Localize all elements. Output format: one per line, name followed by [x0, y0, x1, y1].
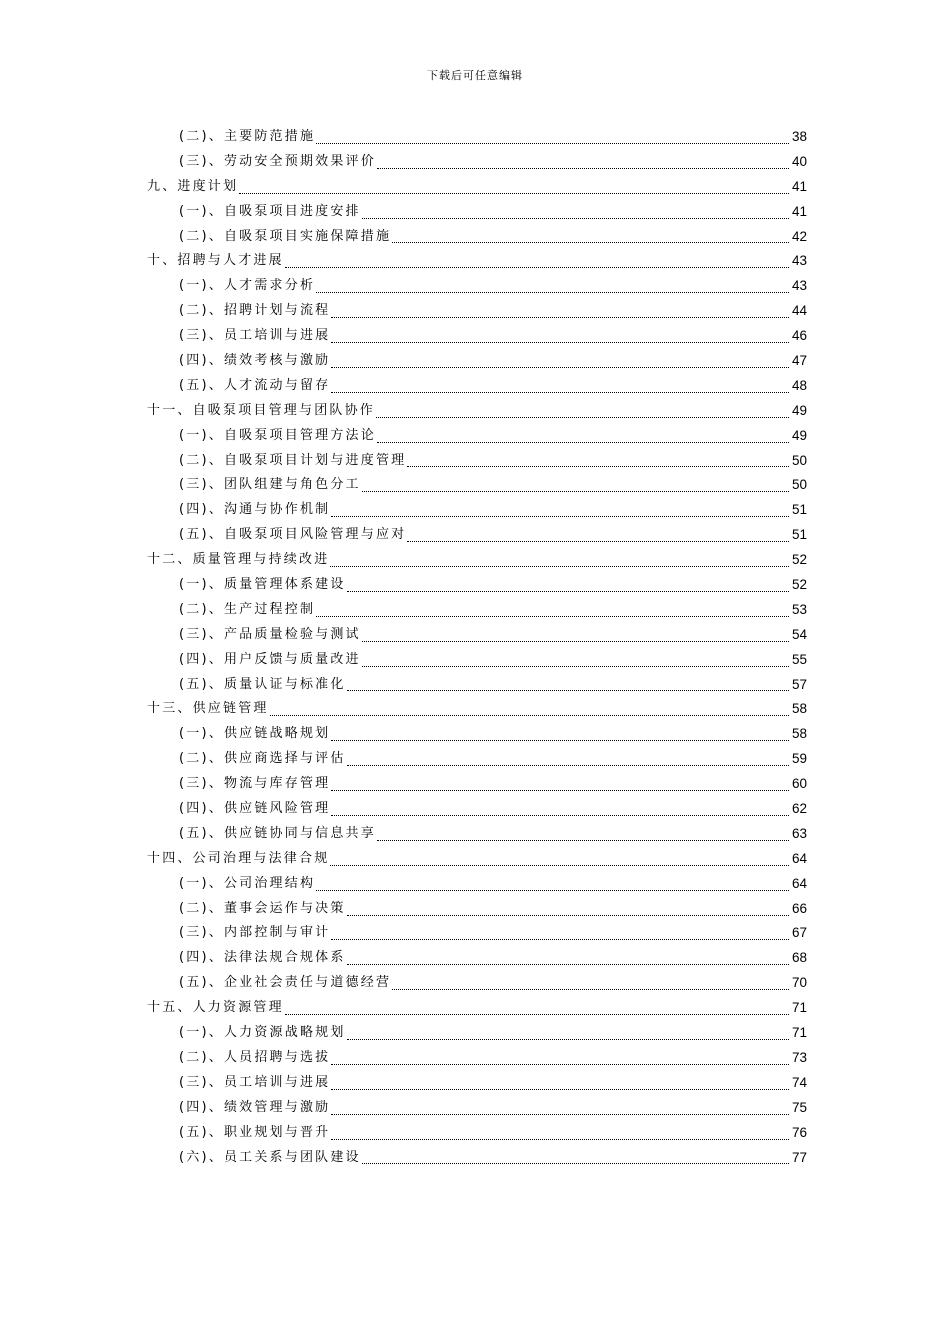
toc-entry-title: (四)、供应链风险管理 — [179, 801, 331, 817]
toc-section-entry[interactable] — [147, 424, 807, 449]
toc-entry-title: 十四、公司治理与法律合规 — [147, 850, 330, 866]
toc-section-entry[interactable] — [147, 648, 807, 673]
toc-section-entry[interactable] — [147, 1096, 807, 1121]
toc-entry-title: (四)、绩效考核与激励 — [179, 353, 331, 368]
toc-section-entry[interactable] — [147, 872, 807, 897]
toc-dot-leader — [392, 225, 789, 250]
toc-section-entry[interactable] — [147, 598, 807, 623]
toc-section-entry[interactable] — [147, 897, 807, 922]
toc-entry-title: 十三、供应链管理 — [147, 701, 269, 717]
toc-page-number: 43 — [791, 253, 807, 269]
toc-entry-title: (五)、质量认证与标准化 — [179, 676, 346, 692]
toc-page-number: 64 — [791, 875, 807, 891]
toc-chapter-entry[interactable] — [147, 548, 807, 573]
toc-page-number: 73 — [791, 1049, 807, 1065]
toc-section-entry[interactable] — [147, 1071, 807, 1096]
toc-page-number: 42 — [791, 228, 807, 244]
toc-dot-leader — [316, 274, 789, 299]
toc-section-entry[interactable] — [147, 1046, 807, 1071]
toc-chapter-entry[interactable] — [147, 697, 807, 722]
toc-dot-leader — [285, 249, 789, 274]
toc-entry-title: (四)、绩效管理与激励 — [179, 1099, 331, 1115]
toc-page-number: 68 — [791, 950, 807, 966]
toc-section-entry[interactable] — [147, 922, 807, 947]
toc-page-number: 58 — [791, 701, 807, 717]
toc-section-entry[interactable] — [147, 673, 807, 698]
toc-chapter-entry[interactable] — [147, 249, 807, 274]
table-of-contents — [147, 125, 807, 1170]
toc-dot-leader — [376, 399, 789, 424]
toc-page-number: 62 — [791, 801, 807, 817]
toc-dot-leader — [331, 1046, 789, 1071]
toc-dot-leader — [239, 175, 789, 200]
toc-entry-title: (二)、供应商选择与评估 — [179, 751, 346, 767]
toc-page-number: 46 — [791, 328, 807, 344]
toc-section-entry[interactable] — [147, 1121, 807, 1146]
toc-dot-leader — [362, 623, 789, 648]
toc-page-number: 41 — [791, 178, 807, 194]
toc-dot-leader — [331, 349, 789, 374]
toc-dot-leader — [331, 1096, 789, 1121]
toc-page-number: 52 — [791, 552, 807, 568]
toc-page-number: 51 — [791, 502, 807, 518]
toc-section-entry[interactable] — [147, 449, 807, 474]
toc-dot-leader — [377, 150, 789, 175]
toc-entry-title: (三)、员工培训与进展 — [179, 1074, 331, 1090]
toc-page-number: 50 — [791, 452, 807, 468]
toc-entry-title: (五)、企业社会责任与道德经营 — [179, 975, 392, 991]
toc-page-number: 70 — [791, 975, 807, 991]
toc-dot-leader — [377, 424, 789, 449]
toc-page-number: 40 — [791, 153, 807, 169]
toc-entry-title: (三)、产品质量检验与测试 — [179, 626, 361, 642]
toc-section-entry[interactable] — [147, 623, 807, 648]
toc-entry-title: (三)、团队组建与角色分工 — [179, 477, 361, 493]
toc-entry-title: (二)、主要防范措施 — [179, 128, 316, 144]
toc-dot-leader — [347, 1021, 789, 1046]
toc-entry-title: (二)、董事会运作与决策 — [179, 900, 346, 916]
toc-entry-title: (二)、生产过程控制 — [179, 601, 316, 617]
toc-section-entry[interactable] — [147, 225, 807, 250]
toc-section-entry[interactable] — [147, 324, 807, 349]
toc-page-number: 44 — [791, 303, 807, 319]
toc-entry-title: (六)、员工关系与团队建设 — [179, 1149, 361, 1165]
toc-page-number: 66 — [791, 900, 807, 916]
toc-entry-title: (五)、供应链协同与信息共享 — [179, 825, 376, 841]
toc-entry-title: (五)、职业规划与晋升 — [179, 1124, 331, 1140]
toc-page-number: 59 — [791, 751, 807, 767]
toc-dot-leader — [347, 673, 789, 698]
toc-page-number: 41 — [791, 203, 807, 219]
toc-dot-leader — [362, 1146, 789, 1171]
toc-entry-title: 九、进度计划 — [147, 178, 239, 194]
toc-dot-leader — [347, 747, 789, 772]
toc-entry-title: (一)、质量管理体系建设 — [179, 577, 346, 593]
toc-dot-leader — [331, 722, 789, 747]
toc-chapter-entry[interactable] — [147, 996, 807, 1021]
toc-entry-title: 十二、质量管理与持续改进 — [147, 552, 330, 568]
toc-entry-title: (三)、员工培训与进展 — [179, 328, 331, 344]
toc-entry-title: (一)、人力资源战略规划 — [179, 1025, 346, 1041]
toc-page-number: 60 — [791, 776, 807, 792]
toc-dot-leader — [331, 1071, 789, 1096]
toc-page-number: 63 — [791, 825, 807, 841]
toc-section-entry[interactable] — [147, 1021, 807, 1046]
toc-page-number: 47 — [791, 353, 807, 368]
toc-section-entry[interactable] — [147, 1146, 807, 1171]
toc-page-number: 48 — [791, 377, 807, 393]
toc-page-number: 52 — [791, 577, 807, 593]
toc-section-entry[interactable] — [147, 573, 807, 598]
toc-page-number: 54 — [791, 626, 807, 642]
toc-dot-leader — [331, 374, 789, 399]
toc-entry-title: (三)、内部控制与审计 — [179, 925, 331, 941]
toc-page-number: 50 — [791, 477, 807, 493]
toc-section-entry[interactable] — [147, 772, 807, 797]
toc-dot-leader — [392, 971, 789, 996]
toc-dot-leader — [316, 598, 789, 623]
toc-dot-leader — [362, 473, 789, 498]
toc-page-number: 53 — [791, 601, 807, 617]
toc-page-number: 38 — [791, 128, 807, 144]
toc-dot-leader — [362, 648, 789, 673]
toc-page-number: 51 — [791, 527, 807, 543]
toc-entry-title: (四)、沟通与协作机制 — [179, 502, 331, 518]
toc-dot-leader — [331, 1121, 789, 1146]
toc-entry-title: (二)、自吸泵项目计划与进度管理 — [179, 452, 407, 468]
toc-entry-title: (五)、自吸泵项目风险管理与应对 — [179, 527, 407, 543]
toc-section-entry[interactable] — [147, 274, 807, 299]
toc-dot-leader — [330, 548, 789, 573]
toc-dot-leader — [362, 200, 789, 225]
toc-page-number: 58 — [791, 726, 807, 742]
toc-page-number: 55 — [791, 651, 807, 667]
toc-entry-title: (一)、公司治理结构 — [179, 875, 316, 891]
toc-entry-title: (二)、招聘计划与流程 — [179, 303, 331, 319]
toc-page-number: 75 — [791, 1099, 807, 1115]
toc-dot-leader — [316, 872, 789, 897]
toc-section-entry[interactable] — [147, 200, 807, 225]
toc-chapter-entry[interactable] — [147, 399, 807, 424]
toc-entry-title: (二)、自吸泵项目实施保障措施 — [179, 228, 392, 244]
toc-chapter-entry[interactable] — [147, 847, 807, 872]
toc-section-entry[interactable] — [147, 523, 807, 548]
toc-dot-leader — [347, 897, 789, 922]
toc-dot-leader — [331, 922, 789, 947]
toc-entry-title: (一)、自吸泵项目管理方法论 — [179, 427, 376, 443]
toc-page-number: 43 — [791, 278, 807, 294]
toc-page-number: 76 — [791, 1124, 807, 1140]
toc-dot-leader — [347, 946, 789, 971]
toc-section-entry[interactable] — [147, 473, 807, 498]
toc-section-entry[interactable] — [147, 822, 807, 847]
toc-section-entry[interactable] — [147, 797, 807, 822]
toc-dot-leader — [316, 125, 789, 150]
toc-entry-title: 十一、自吸泵项目管理与团队协作 — [147, 402, 376, 418]
toc-section-entry[interactable] — [147, 946, 807, 971]
toc-page-number: 67 — [791, 925, 807, 941]
toc-page-number: 71 — [791, 1000, 807, 1016]
toc-page-number: 77 — [791, 1149, 807, 1165]
toc-dot-leader — [347, 573, 789, 598]
toc-entry-title: 十五、人力资源管理 — [147, 1000, 284, 1016]
toc-section-entry[interactable] — [147, 498, 807, 523]
toc-section-entry[interactable] — [147, 722, 807, 747]
toc-page-number: 57 — [791, 676, 807, 692]
toc-section-entry[interactable] — [147, 125, 807, 150]
toc-dot-leader — [407, 449, 789, 474]
page-header: 下载后可任意编辑 — [427, 69, 523, 82]
toc-dot-leader — [285, 996, 789, 1021]
toc-dot-leader — [377, 822, 789, 847]
toc-entry-title: (五)、人才流动与留存 — [179, 377, 331, 393]
toc-dot-leader — [270, 697, 789, 722]
toc-entry-title: (四)、法律法规合规体系 — [179, 950, 346, 966]
toc-entry-title: (四)、用户反馈与质量改进 — [179, 651, 361, 667]
toc-dot-leader — [331, 299, 789, 324]
toc-section-entry[interactable] — [147, 971, 807, 996]
toc-section-entry[interactable] — [147, 349, 807, 374]
toc-entry-title: 十、招聘与人才进展 — [147, 253, 284, 269]
toc-section-entry[interactable] — [147, 299, 807, 324]
toc-dot-leader — [330, 847, 789, 872]
toc-entry-title: (一)、供应链战略规划 — [179, 726, 331, 742]
toc-section-entry[interactable] — [147, 747, 807, 772]
toc-entry-title: (一)、自吸泵项目进度安排 — [179, 203, 361, 219]
toc-entry-title: (一)、人才需求分析 — [179, 278, 316, 294]
toc-page-number: 74 — [791, 1074, 807, 1090]
toc-section-entry[interactable] — [147, 374, 807, 399]
toc-dot-leader — [331, 772, 789, 797]
toc-dot-leader — [407, 523, 789, 548]
toc-page-number: 49 — [791, 402, 807, 418]
toc-chapter-entry[interactable] — [147, 175, 807, 200]
toc-dot-leader — [331, 797, 789, 822]
toc-entry-title: (二)、人员招聘与选拔 — [179, 1049, 331, 1065]
toc-dot-leader — [331, 324, 789, 349]
toc-page-number: 71 — [791, 1025, 807, 1041]
toc-entry-title: (三)、劳动安全预期效果评价 — [179, 153, 376, 169]
toc-section-entry[interactable] — [147, 150, 807, 175]
toc-entry-title: (三)、物流与库存管理 — [179, 776, 331, 792]
toc-page-number: 64 — [791, 850, 807, 866]
toc-dot-leader — [331, 498, 789, 523]
toc-page-number: 49 — [791, 427, 807, 443]
